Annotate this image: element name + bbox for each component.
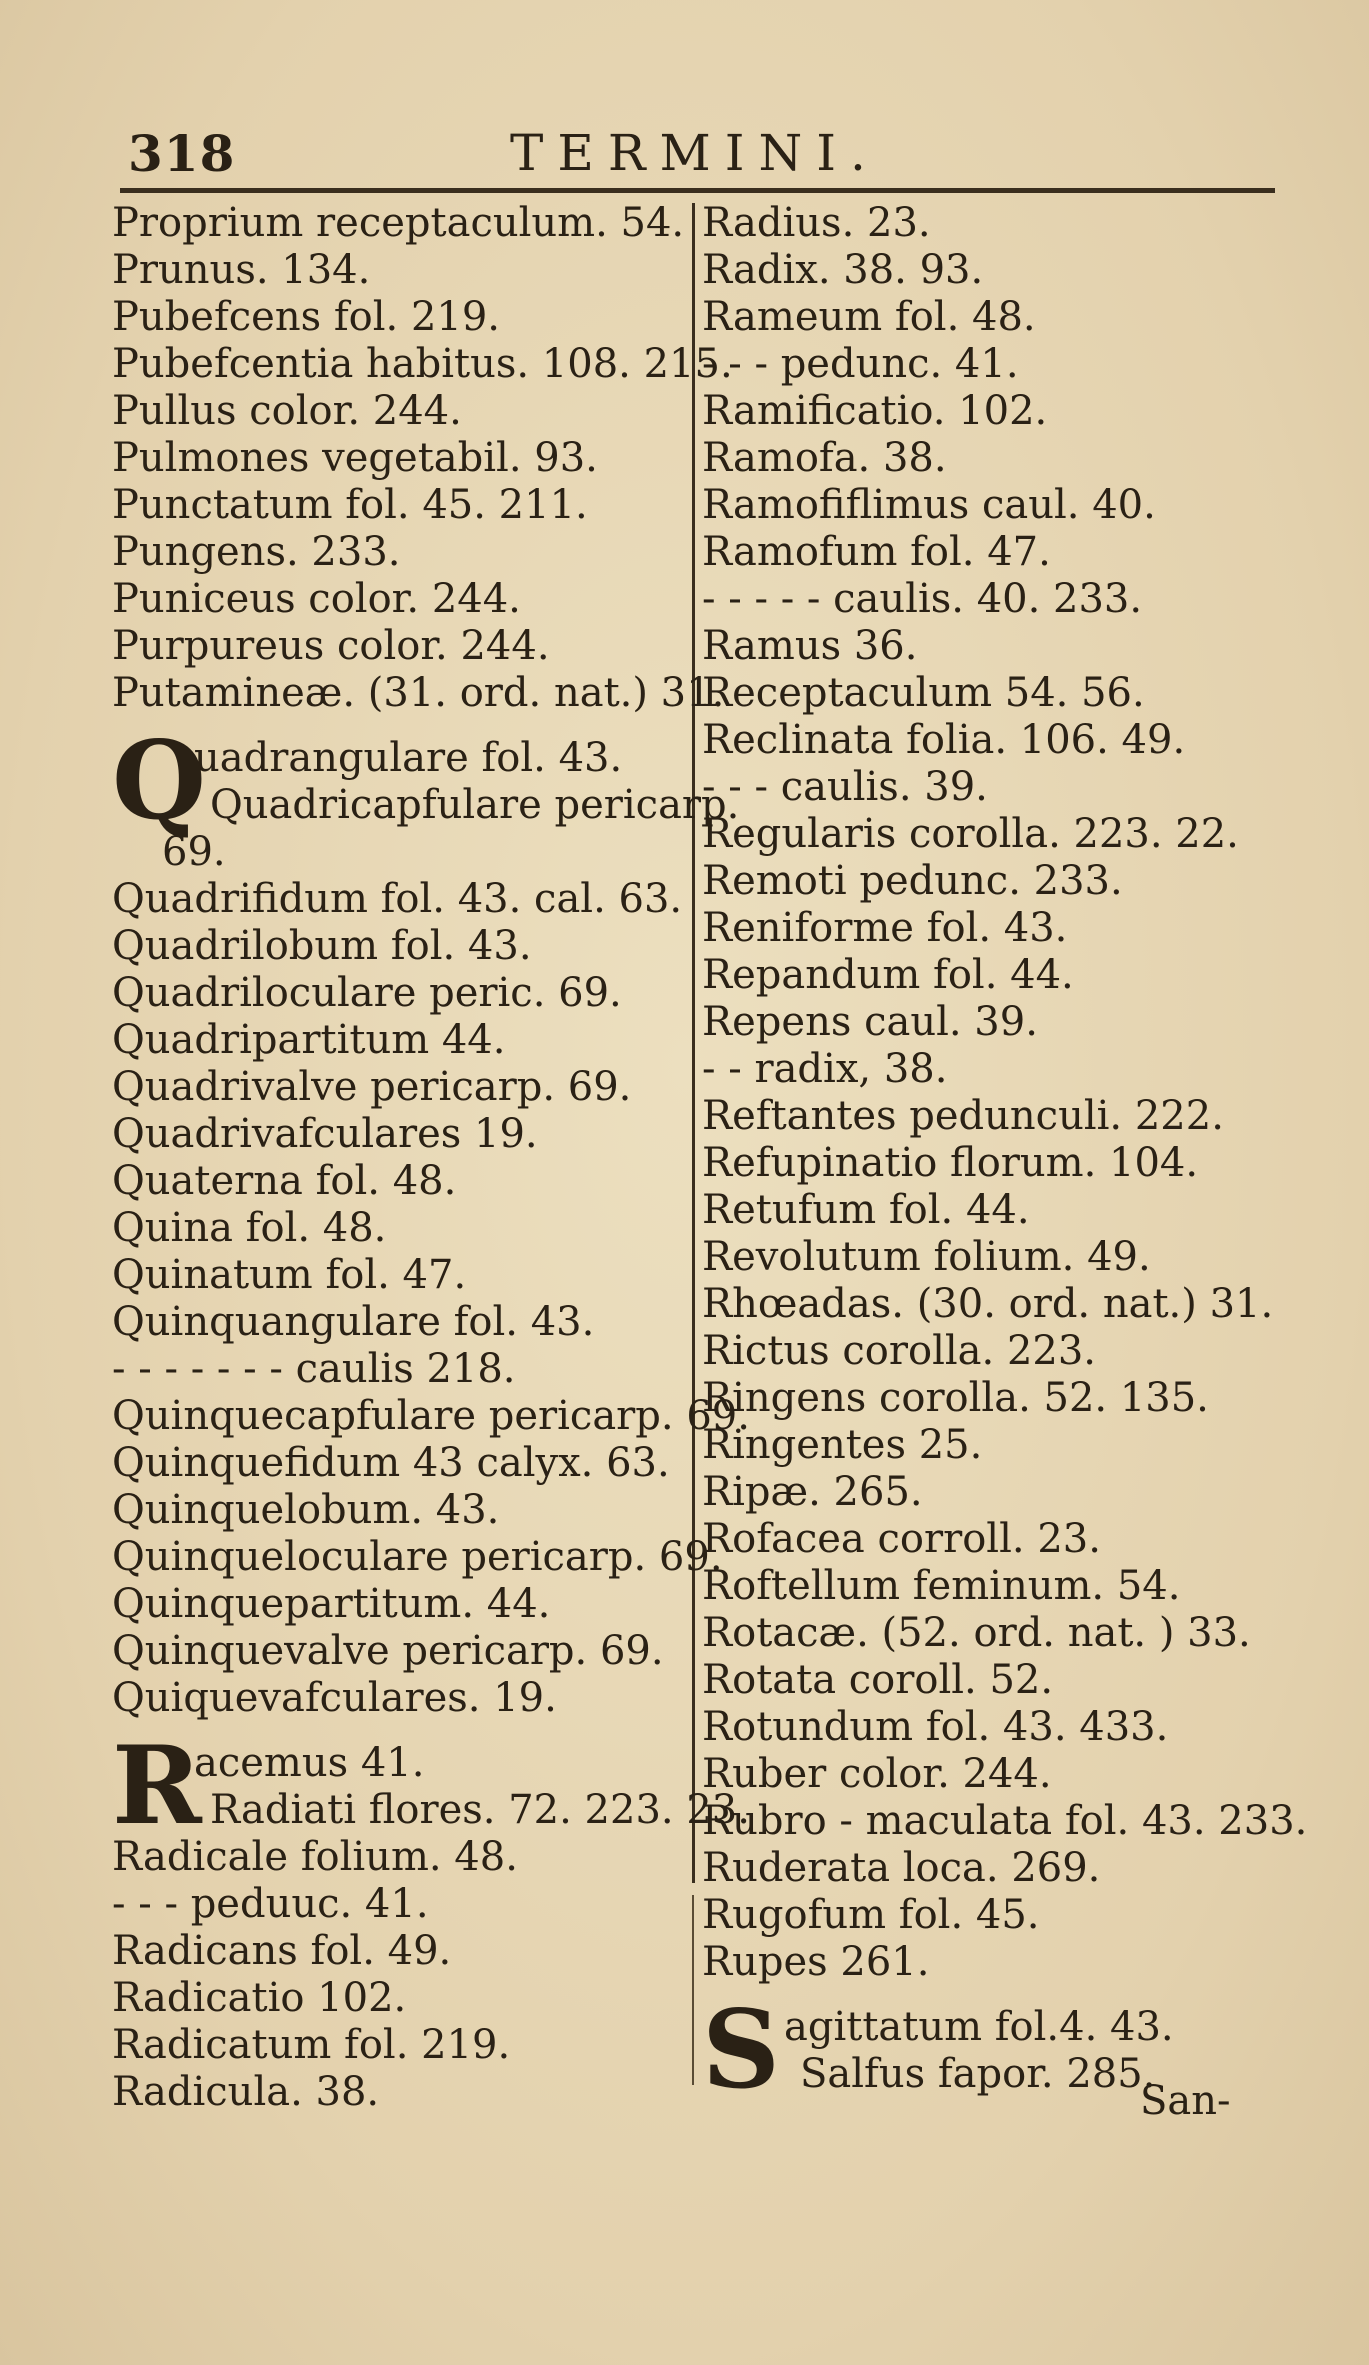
- index-entry: Ripæ. 265.: [702, 1469, 923, 1515]
- page-header: [120, 118, 1260, 188]
- index-entry: Pulmones vegetabil. 93.: [112, 435, 598, 481]
- index-entry: Refupinatio florum. 104.: [702, 1140, 1199, 1186]
- index-entry: Radicans fol. 49.: [112, 1928, 452, 1974]
- index-entry: Ramofiflimus caul. 40.: [702, 482, 1156, 528]
- index-entry: - - - - - caulis. 40. 233.: [702, 576, 1143, 622]
- index-entry: Rofacea corroll. 23.: [702, 1516, 1101, 1562]
- index-entry: Rameum fol. 48.: [702, 294, 1036, 340]
- index-entry: - - radix, 38.: [702, 1046, 948, 1092]
- index-entry: Receptaculum 54. 56.: [702, 670, 1145, 716]
- index-entry: Quiquevafculares. 19.: [112, 1675, 557, 1721]
- index-entry: Ringens corolla. 52. 135.: [702, 1375, 1209, 1421]
- index-entry: Reniforme fol. 43.: [702, 905, 1068, 951]
- index-entry: Rupes 261.: [702, 1939, 930, 1985]
- index-entry: Reftantes pedunculi. 222.: [702, 1093, 1224, 1139]
- index-entry: Quinqueloculare pericarp. 69.: [112, 1534, 723, 1580]
- index-entry: Repandum fol. 44.: [702, 952, 1074, 998]
- r-section-start: [112, 1723, 750, 1849]
- index-entry: Quadrivafculares 19.: [112, 1111, 538, 1157]
- index-entry: Radicula. 38.: [112, 2069, 380, 2115]
- page-number: 318: [128, 124, 236, 183]
- index-entry: Revolutum folium. 49.: [702, 1234, 1151, 1280]
- index-entry: Purpureus color. 244.: [112, 623, 550, 669]
- index-entry: Radicatum fol. 219.: [112, 2022, 511, 2068]
- index-entry: Proprium receptaculum. 54.: [112, 200, 685, 246]
- index-entry: Quinquefidum 43 calyx. 63.: [112, 1440, 670, 1486]
- index-entry: Regularis corolla. 223. 22.: [702, 811, 1239, 857]
- index-entry: Quadripartitum 44.: [112, 1017, 506, 1063]
- running-title: TERMINI.: [510, 124, 880, 182]
- index-entry: Quadrifidum fol. 43. cal. 63.: [112, 876, 683, 922]
- index-entry: Pubefcentia habitus. 108. 215.: [112, 341, 733, 387]
- index-entry: Puniceus color. 244.: [112, 576, 521, 622]
- index-entry: Quinquevalve pericarp. 69.: [112, 1628, 664, 1674]
- catchword: San-: [1140, 2078, 1231, 2124]
- index-entry: Quinquangulare fol. 43.: [112, 1299, 595, 1345]
- index-entry: Ruderata loca. 269.: [702, 1845, 1101, 1891]
- index-entry: Quinquelobum. 43.: [112, 1487, 500, 1533]
- index-entry: 69.: [162, 829, 226, 875]
- index-entry: Rubro - maculata fol. 43. 233.: [702, 1798, 1308, 1844]
- index-entry: Quadrilobum fol. 43.: [112, 923, 532, 969]
- index-entry: acemus 41.: [194, 1740, 425, 1786]
- r-entries: [112, 1834, 697, 2116]
- r-entries-continued: [702, 200, 1308, 1986]
- index-entry: - - - peduuc. 41.: [112, 1881, 429, 1927]
- index-entry: Ruber color. 244.: [702, 1751, 1052, 1797]
- index-entry: Repens caul. 39.: [702, 999, 1038, 1045]
- p-entries: [112, 200, 733, 717]
- index-entry: Roftellum feminum. 54.: [702, 1563, 1181, 1609]
- index-entry: Rhœadas. (30. ord. nat.) 31.: [702, 1281, 1274, 1327]
- index-entry: Ramofum fol. 47.: [702, 529, 1051, 575]
- index-entry: Quinquepartitum. 44.: [112, 1581, 551, 1627]
- header-rule: [120, 188, 1275, 193]
- index-entry: Remoti pedunc. 233.: [702, 858, 1123, 904]
- index-entry: Pungens. 233.: [112, 529, 401, 575]
- index-entry: Rugofum fol. 45.: [702, 1892, 1040, 1938]
- index-entry: - - - - - - - caulis 218.: [112, 1346, 516, 1392]
- index-entry: Radix. 38. 93.: [702, 247, 984, 293]
- index-entry: Rotacæ. (52. ord. nat. ) 33.: [702, 1610, 1251, 1656]
- index-entry: Radicale folium. 48.: [112, 1834, 518, 1880]
- dropcap-q: Q: [112, 718, 207, 844]
- index-entry: agittatum fol.4. 43.: [784, 2004, 1174, 2050]
- index-entry: Prunus. 134.: [112, 247, 371, 293]
- index-entry: Punctatum fol. 45. 211.: [112, 482, 588, 528]
- dropcap-r: R: [112, 1723, 202, 1849]
- index-entry: Ringentes 25.: [702, 1422, 983, 1468]
- index-entry: Ramificatio. 102.: [702, 388, 1048, 434]
- index-entry: Quadrivalve pericarp. 69.: [112, 1064, 632, 1110]
- index-entry: Reclinata folia. 106. 49.: [702, 717, 1186, 763]
- index-entry: Quinquecapfulare pericarp. 69.: [112, 1393, 750, 1439]
- index-entry: Quina fol. 48.: [112, 1205, 387, 1251]
- index-entry: Putamineæ. (31. ord. nat.) 31.: [112, 670, 725, 716]
- index-entry: Quadricapfulare pericarp.: [210, 782, 740, 828]
- index-entry: - - - pedunc. 41.: [702, 341, 1019, 387]
- dropcap-s: S: [702, 1987, 780, 2113]
- index-entry: Radicatio 102.: [112, 1975, 407, 2021]
- index-entry: Retufum fol. 44.: [702, 1187, 1030, 1233]
- index-entry: Quadriloculare peric. 69.: [112, 970, 622, 1016]
- q-section-start: [112, 718, 740, 844]
- index-entry: Rotundum fol. 43. 433.: [702, 1704, 1169, 1750]
- index-entry: Radiati flores. 72. 223. 23.: [210, 1787, 750, 1833]
- index-entry: Quaterna fol. 48.: [112, 1158, 457, 1204]
- index-entry: Ramus 36.: [702, 623, 918, 669]
- index-entry: Ramofa. 38.: [702, 435, 947, 481]
- q-entries: [112, 829, 750, 1722]
- index-entry: Salfus fapor. 285.: [800, 2051, 1156, 2097]
- index-entry: Pubefcens fol. 219.: [112, 294, 501, 340]
- index-entry: Rotata coroll. 52.: [702, 1657, 1054, 1703]
- index-entry: - - - caulis. 39.: [702, 764, 988, 810]
- index-entry: Pullus color. 244.: [112, 388, 462, 434]
- left-column: [112, 200, 750, 2116]
- index-entry: Rictus corolla. 223.: [702, 1328, 1097, 1374]
- index-entry: Radius. 23.: [702, 200, 931, 246]
- index-entry: uadrangulare fol. 43.: [194, 735, 623, 781]
- index-entry: Quinatum fol. 47.: [112, 1252, 467, 1298]
